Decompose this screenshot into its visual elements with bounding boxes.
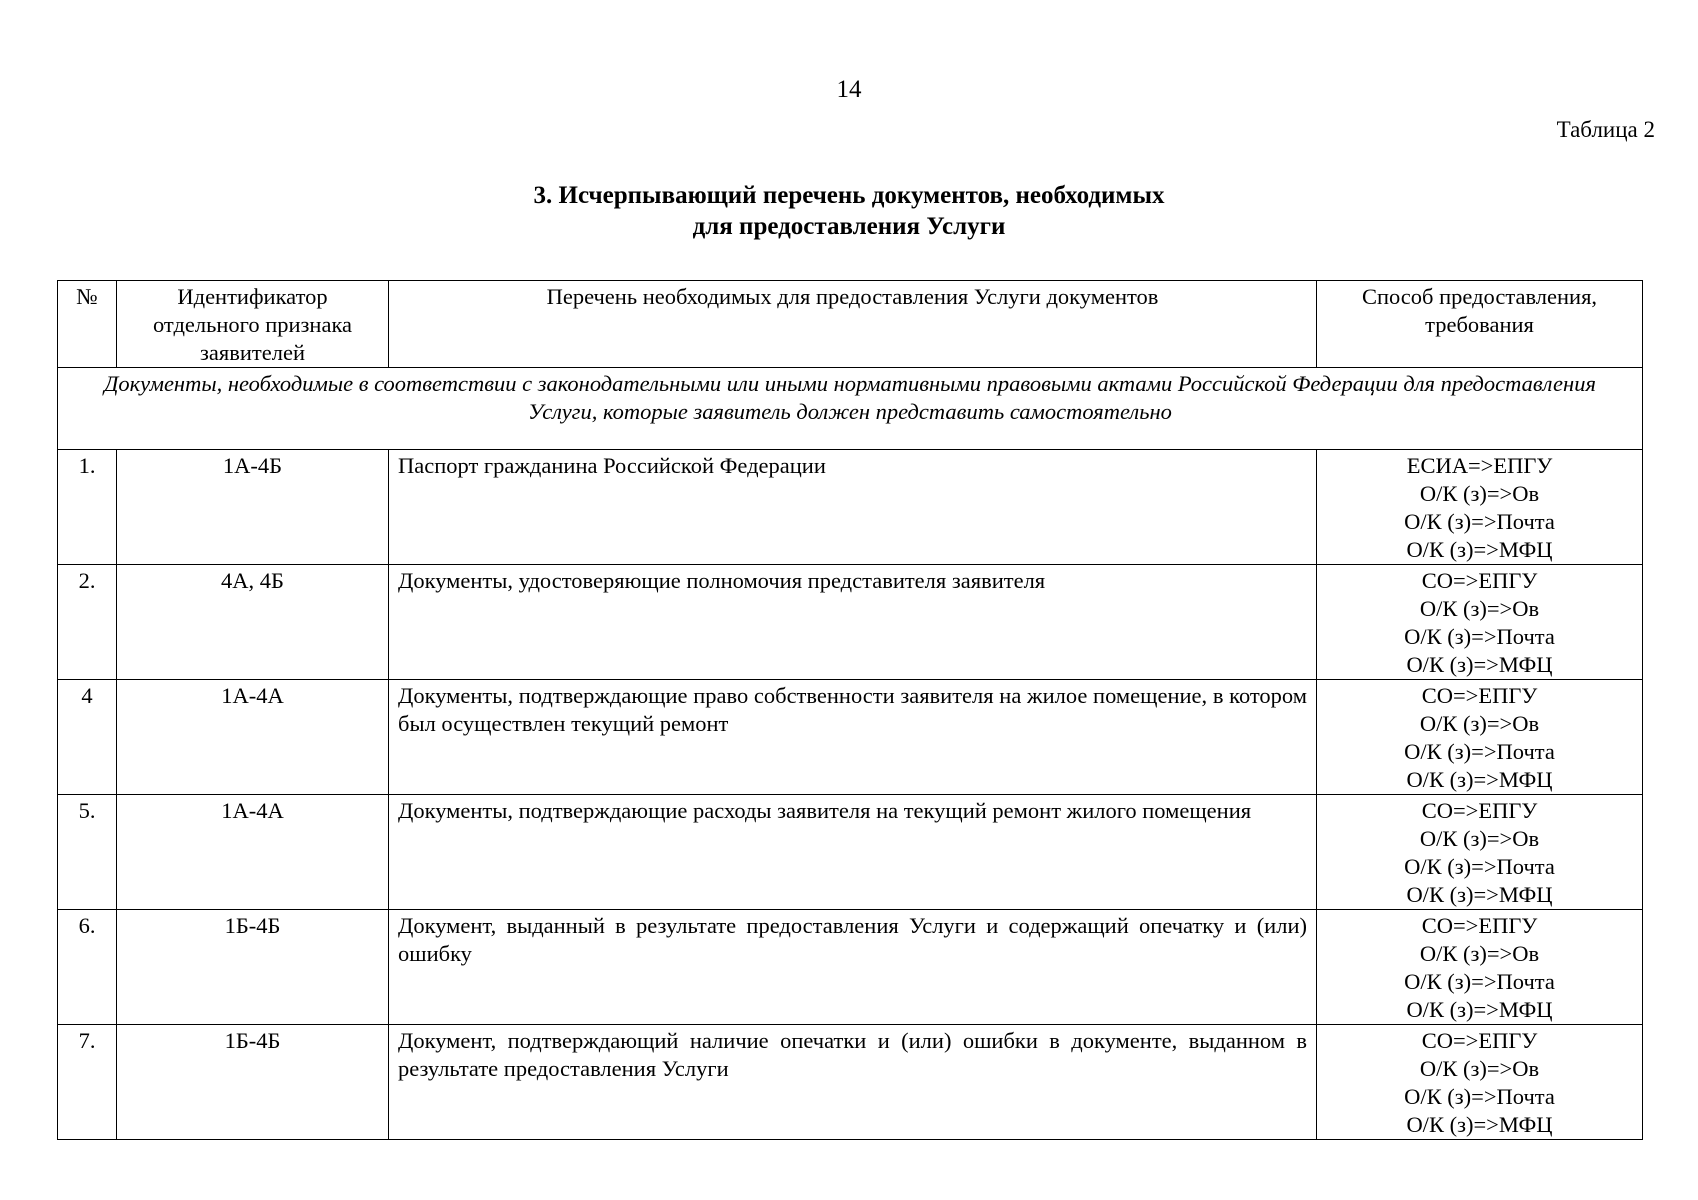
method-line: О/К (з)=>Ов — [1419, 481, 1540, 506]
header-number: № — [58, 281, 117, 368]
document-title-line-1: 3. Исчерпывающий перечень документов, необходимых — [533, 182, 1165, 209]
row-methods — [1317, 1025, 1643, 1140]
method-line: О/К (з)=>Почта — [1404, 624, 1555, 649]
row-identifier: 1А-4А — [117, 680, 389, 795]
row-identifier: 1А-4А — [117, 795, 389, 910]
row-number: 7. — [58, 1025, 117, 1140]
page-number: 14 — [836, 76, 862, 103]
method-line: О/К (з)=>МФЦ — [1406, 652, 1553, 677]
method-line: О/К (з)=>МФЦ — [1406, 882, 1553, 907]
method-line: О/К (з)=>МФЦ — [1406, 997, 1553, 1022]
method-line: О/К (з)=>Ов — [1419, 711, 1540, 736]
section-caption: Документы, необходимые в соответствии с законодательными или иными нормативными правовыми актами Российской Федерации для предоставления Услуги, которые заявитель должен представить самостоятельно — [58, 368, 1643, 450]
table-row — [58, 450, 1643, 565]
table-row — [58, 910, 1643, 1025]
method-line: ЕСИА=>ЕПГУ — [1406, 453, 1553, 478]
row-document: Документ, подтверждающий наличие опечатки и (или) ошибки в документе, выданном в результате предоставления Услуги — [389, 1025, 1317, 1140]
method-line: О/К (з)=>МФЦ — [1406, 537, 1553, 562]
row-number: 4 — [58, 680, 117, 795]
row-number: 1. — [58, 450, 117, 565]
method-line: О/К (з)=>Ов — [1419, 826, 1540, 851]
table-header-row — [58, 281, 1643, 368]
row-identifier: 4А, 4Б — [117, 565, 389, 680]
document-title — [0, 180, 1698, 242]
method-line: СО=>ЕПГУ — [1421, 913, 1538, 938]
method-line: О/К (з)=>Ов — [1419, 596, 1540, 621]
row-number: 5. — [58, 795, 117, 910]
document-title-line-2: для предоставления Услуги — [692, 213, 1006, 240]
row-document: Паспорт гражданина Российской Федерации — [389, 450, 1317, 565]
table-row — [58, 565, 1643, 680]
table-label: Таблица 2 — [1556, 117, 1655, 142]
method-line: СО=>ЕПГУ — [1421, 568, 1538, 593]
row-document: Документы, подтверждающие право собственности заявителя на жилое помещение, в котором был осуществлен текущий ремонт — [389, 680, 1317, 795]
method-line: О/К (з)=>МФЦ — [1406, 767, 1553, 792]
method-line: О/К (з)=>Ов — [1419, 1056, 1540, 1081]
table-row — [58, 1025, 1643, 1140]
method-line: О/К (з)=>МФЦ — [1406, 1112, 1553, 1137]
method-line: О/К (з)=>Почта — [1404, 509, 1555, 534]
row-number: 2. — [58, 565, 117, 680]
method-line: СО=>ЕПГУ — [1421, 1028, 1538, 1053]
method-line: СО=>ЕПГУ — [1421, 798, 1538, 823]
documents-table — [57, 280, 1643, 1140]
header-identifier: Идентификатор отдельного признака заявителей — [117, 281, 389, 368]
section-caption-row — [58, 368, 1643, 450]
row-methods — [1317, 565, 1643, 680]
header-documents: Перечень необходимых для предоставления Услуги документов — [389, 281, 1317, 368]
method-line: О/К (з)=>Ов — [1419, 941, 1540, 966]
row-methods — [1317, 910, 1643, 1025]
row-document: Документ, выданный в результате предоставления Услуги и содержащий опечатку и (или) ошибку — [389, 910, 1317, 1025]
method-line: О/К (з)=>Почта — [1404, 1084, 1555, 1109]
method-line: О/К (з)=>Почта — [1404, 854, 1555, 879]
method-line: О/К (з)=>Почта — [1404, 969, 1555, 994]
row-document: Документы, удостоверяющие полномочия представителя заявителя — [389, 565, 1317, 680]
row-methods — [1317, 795, 1643, 910]
header-method: Способ предоставления, требования — [1317, 281, 1643, 368]
row-identifier: 1Б-4Б — [117, 910, 389, 1025]
row-methods — [1317, 680, 1643, 795]
row-identifier: 1А-4Б — [117, 450, 389, 565]
method-line: СО=>ЕПГУ — [1421, 683, 1538, 708]
row-document: Документы, подтверждающие расходы заявителя на текущий ремонт жилого помещения — [389, 795, 1317, 910]
table-row — [58, 795, 1643, 910]
row-identifier: 1Б-4Б — [117, 1025, 389, 1140]
method-line: О/К (з)=>Почта — [1404, 739, 1555, 764]
row-methods — [1317, 450, 1643, 565]
row-number: 6. — [58, 910, 117, 1025]
table-row — [58, 680, 1643, 795]
